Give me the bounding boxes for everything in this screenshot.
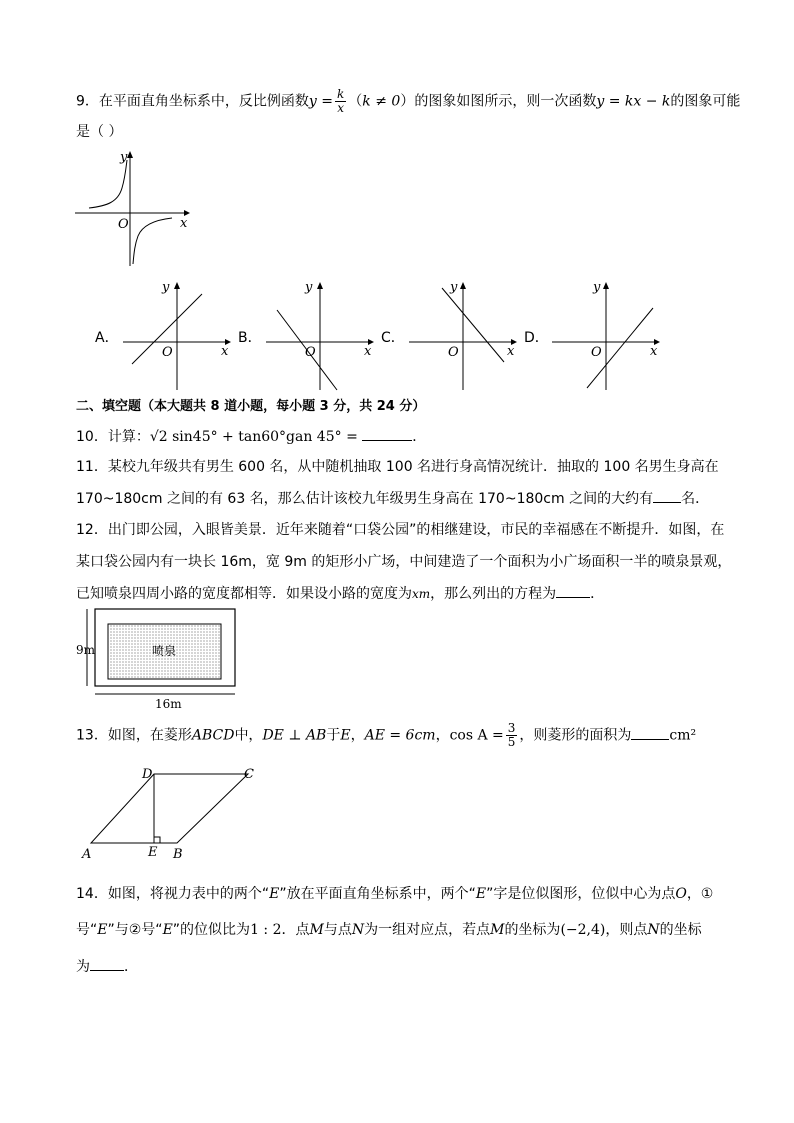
vertex-d: D	[142, 767, 153, 782]
q9-hyperbola-graph	[72, 148, 202, 273]
q13-unit: cm²	[669, 727, 697, 744]
q13-text-f: ，则菱形的面积为	[519, 727, 632, 744]
q14-l2-e: 与点	[323, 922, 352, 938]
x-label: x	[650, 344, 658, 359]
q10-number: 10．	[76, 429, 108, 445]
width-label: 16m	[155, 697, 182, 711]
q14-l2-f: 为一组对应点，若点	[364, 922, 491, 938]
y-label: y	[450, 280, 458, 295]
x-label: x	[364, 344, 372, 359]
q9-option-c-label: C．	[381, 330, 405, 346]
q10-end: ．	[412, 429, 427, 445]
y-arrow-icon	[317, 282, 323, 289]
q14-l2-b: ”与②号“	[107, 922, 163, 938]
q9-line2: 是（ ）	[76, 124, 123, 140]
q11-answer-blank[interactable]	[653, 488, 681, 503]
q9-number: 9．	[76, 93, 99, 110]
q14-o: O	[675, 886, 687, 902]
right-angle-mark	[154, 837, 160, 843]
q12-park-figure	[74, 604, 244, 714]
q11-line2-b: 名．	[681, 491, 710, 507]
q14-line3	[76, 956, 138, 977]
y-arrow-icon	[460, 282, 466, 289]
q14-l1-d: ，①	[686, 886, 714, 902]
q14-m: M	[309, 922, 324, 938]
origin-label: O	[305, 345, 316, 360]
x-label: x	[180, 216, 188, 231]
origin-label: O	[448, 345, 459, 360]
q14-answer-blank[interactable]	[90, 956, 124, 971]
q12-line3-a: 已知喷泉四周小路的宽度都相等．如果设小路的宽度为	[76, 586, 412, 602]
q13-text-b: 中，	[234, 727, 263, 744]
q10-text: 计算：	[107, 429, 150, 445]
q9-option-d-label: D．	[524, 330, 549, 346]
y-arrow-icon	[127, 151, 133, 158]
q13-e: E	[340, 727, 351, 744]
q14-line1	[76, 884, 713, 904]
vertex-c: C	[244, 767, 254, 782]
q9-option-d-graph	[549, 280, 664, 395]
q14-n: N	[351, 922, 365, 938]
q14-e3: E	[97, 922, 108, 938]
x-label: x	[221, 344, 229, 359]
q11-line2-a: 170~180cm 之间的有 63 名，那么估计该校九年级男生身高在 170~180cm 之间的大约有	[76, 491, 654, 507]
q9-option-c-graph	[406, 280, 521, 395]
q9-y-eq: y =	[308, 93, 334, 110]
q9-line1	[76, 88, 740, 115]
q11-line2	[76, 488, 709, 509]
q14-m2: M	[490, 922, 505, 938]
y-label: y	[593, 280, 601, 295]
q9-linear: y = kx − k	[596, 93, 671, 110]
height-label: 9m	[76, 643, 96, 657]
q9-text-a: 在平面直角坐标系中，反比例函数	[98, 93, 309, 110]
q12-end: ．	[590, 586, 605, 602]
q13-answer-blank[interactable]	[631, 725, 669, 740]
q14-coord: (−2,4)	[560, 922, 606, 938]
q9-cond: （	[348, 93, 363, 110]
q14-l1-b: ”放在平面直角坐标系中，两个“	[279, 886, 476, 902]
q14-l2-g: 的坐标为	[504, 922, 561, 938]
q13-rhombus-figure	[78, 764, 268, 864]
hyperbola-branch-2	[89, 160, 127, 208]
q14-line2	[76, 920, 702, 940]
section-2-heading: 二、填空题（本大题共 8 道小题，每小题 3 分，共 24 分）	[76, 399, 426, 414]
q14-l2-h: ，则点	[605, 922, 648, 938]
origin-label: O	[591, 345, 602, 360]
q9-fraction	[335, 88, 346, 115]
q13-frac-num: 3	[507, 721, 516, 735]
q13-frac-den: 5	[507, 735, 516, 749]
rhombus-abcd	[91, 774, 248, 843]
point-e: E	[148, 845, 158, 860]
q14-n2: N	[647, 922, 660, 938]
q9-cond-end: ）的图象如图所示，则一次函数	[400, 93, 597, 110]
q14-ratio: 1 : 2	[250, 922, 282, 938]
q13-abcd: ABCD	[191, 727, 235, 744]
q13-text-e: ，	[435, 727, 450, 744]
q10-answer-blank[interactable]	[362, 426, 412, 441]
q9-frac-den: x	[337, 101, 345, 115]
q14-l3-end: ．	[124, 959, 138, 975]
hyperbola-branch-4	[133, 218, 172, 264]
q9-option-a-graph	[120, 280, 235, 395]
y-label: y	[305, 280, 313, 295]
q14-l1-c: ”字是位似图形，位似中心为点	[486, 886, 676, 902]
fountain-label: 喷泉	[152, 644, 177, 658]
q9-option-a-label: A．	[95, 330, 119, 346]
q12-line3	[76, 583, 604, 604]
q13-fraction	[506, 722, 518, 749]
q12-var: xm	[412, 587, 431, 601]
q13-line	[76, 722, 696, 749]
q14-e4: E	[162, 922, 173, 938]
y-label: y	[120, 150, 128, 165]
q14-l2-c: ”的位似比为	[172, 922, 251, 938]
q9-option-b-graph	[263, 280, 378, 395]
q12-line2: 某口袋公园内有一块长 16m，宽 9m 的矩形小广场，中间建造了一个面积为小广场面积一半的喷泉景观，	[76, 554, 732, 570]
origin-label: O	[118, 217, 129, 232]
q14-e1: E	[269, 886, 280, 902]
q14-l2-a: 号“	[76, 922, 98, 938]
q13-de-ab: DE ⊥ AB	[262, 727, 327, 744]
q14-l3-a: 为	[76, 959, 90, 975]
q14-e2: E	[475, 886, 487, 902]
q9-cond-var: k ≠ 0	[362, 93, 401, 110]
q13-text-a: 如图，在菱形	[107, 727, 192, 744]
q10-expr: √2 sin45° + tan60°gan 45° =	[149, 429, 358, 445]
q9-option-b-label: B．	[238, 330, 262, 346]
y-arrow-icon	[174, 282, 180, 289]
q11-line1: 11．某校九年级共有男生 600 名，从中随机抽取 100 名进行身高情况统计．抽取的 100 名男生身高在	[76, 459, 719, 475]
vertex-a: A	[82, 847, 92, 862]
y-label: y	[162, 280, 170, 295]
q13-text-c: 于	[326, 727, 341, 744]
q14-l2-d: ．点	[281, 922, 310, 938]
q12-line1: 12．出门即公园，入眼皆美景．近年来随着“口袋公园”的相继建设，市民的幸福感在不断提升．如图，在	[76, 522, 725, 538]
q12-answer-blank[interactable]	[556, 583, 590, 598]
y-arrow-icon	[603, 282, 609, 289]
origin-label: O	[162, 345, 173, 360]
q13-cos: cos A =	[449, 727, 504, 744]
q13-ae: AE = 6cm	[364, 727, 436, 744]
x-label: x	[507, 344, 515, 359]
q13-number: 13．	[76, 727, 108, 744]
q9-frac-num: k	[337, 87, 345, 101]
q13-text-d: ，	[350, 727, 365, 744]
q14-l2-i: 的坐标	[659, 922, 702, 938]
q9-text-b: 的图象可能	[670, 93, 741, 110]
q14-l1-a: 14．如图，将视力表中的两个“	[76, 886, 270, 902]
q10-line	[76, 426, 426, 447]
vertex-b: B	[173, 847, 183, 862]
q12-line3-b: ，那么列出的方程为	[430, 586, 557, 602]
